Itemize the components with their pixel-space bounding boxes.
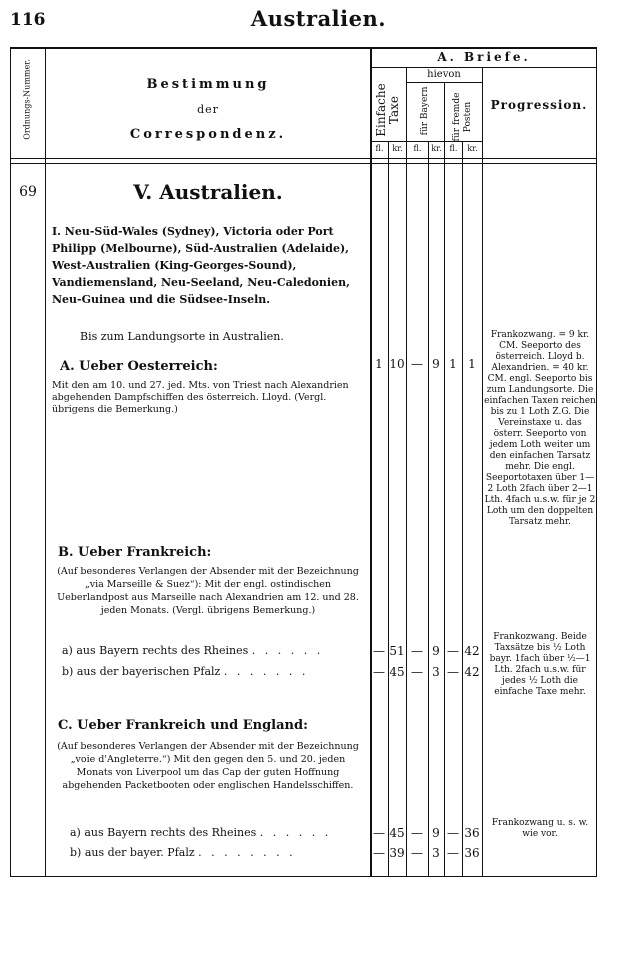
c-b-taxe-kr: 39: [389, 846, 405, 860]
header-hievon: hievon: [427, 69, 461, 80]
b-a-taxe-kr: 51: [389, 644, 405, 658]
header-progression: Progression.: [490, 98, 588, 112]
section-c-row-b: [70, 846, 368, 860]
a-fremde-kr: 1: [468, 357, 476, 371]
section-b-row-b-values: [370, 665, 482, 681]
section-c-row-a-values: [370, 826, 482, 842]
running-head: Australien.: [250, 6, 387, 31]
b-row-b-label: b) aus der bayerischen Pfalz: [62, 665, 221, 678]
entry-intro: I. Neu-Süd-Wales (Sydney), Victoria oder Port Philipp (Melbourne), Süd-Australien (Adelaide), West-Australien (King-Georges-Sound), Vandiemensland, Neu-Seeland, Neu-Caledonien, Neu-Guinea und die Südsee-Inseln.: [52, 225, 350, 306]
c-b-bayern-kr: 3: [432, 846, 440, 860]
header-bottom-rule: [10, 158, 596, 159]
entry-title: V. Australien.: [133, 180, 283, 204]
header-fuer-bayern: für Bayern: [420, 86, 430, 136]
header-fuer-fremde-posten: für fremde Posten: [452, 92, 473, 142]
c-b-taxe-fl: —: [373, 846, 385, 860]
bestimmung-line-3: Correspondenz.: [129, 127, 287, 142]
col-taxe-fl: [388, 141, 389, 877]
section-b-progression: Frankozwang. Beide Taxsätze bis ½ Loth bayr. 1fach über ½—1 Lth. 2fach u.s.w. für jedes ½ Loth die einfache Taxe mehr.: [489, 632, 591, 697]
c-a-bayern-kr: 9: [432, 826, 440, 840]
c-a-taxe-fl: —: [373, 826, 385, 840]
col-right: [596, 47, 597, 877]
section-b-row-a: [62, 644, 368, 658]
section-b-row-b: [62, 665, 368, 679]
section-a-progression: Frankozwang. = 9 kr. CM. Seeporto des österreich. Lloyd b. Alexandrien. = 40 kr. CM. engl. Seeporto bis zum Landungsorte. Die einfachen Taxen reichen bis zu 1 Loth Z.G. Die Vereinstaxe u. das österr. Seeporto von jedem Loth weiter um den einfachen Tarsatz mehr. Die engl. Seeportotaxen über 1—2 Loth 2fach über 2—1 Lth. 4fach u.s.w. für je 2 Loth um den doppelten Tarsatz mehr.: [484, 330, 596, 527]
c-a-fremde-kr: 36: [464, 826, 480, 840]
section-c-title: C. Ueber Frankreich und England:: [58, 718, 308, 733]
section-a-title: A. Ueber Oesterreich:: [60, 359, 218, 374]
col-taxe: [406, 67, 407, 877]
b-b-taxe-kr: 45: [389, 665, 405, 679]
header-bestimmung: [46, 72, 370, 147]
section-a-desc: Mit den am 10. und 27. jed. Mts. von Triest nach Alexandrien abgehenden Dampfschiffen des österreich. Lloyd. (Vergl. übrigens die Bemerkung.): [52, 380, 349, 415]
c-b-fremde-kr: 36: [464, 846, 480, 860]
b-a-taxe-fl: —: [373, 644, 385, 658]
leader-dots: . . . . . .: [251, 644, 324, 657]
table-top-rule: [10, 47, 596, 49]
col-left: [10, 47, 11, 877]
leader-dots: . . . . . .: [259, 826, 332, 839]
b-b-bayern-kr: 3: [432, 665, 440, 679]
header-bottom-rule-2: [10, 163, 596, 164]
section-b-desc: (Auf besonderes Verlangen der Absender mit der Bezeichnung „via Marseille & Suez“): Mit der engl. ostindischen Ueberlandpost aus Marseille nach Alexandrien am 12. und 28. jeden Monats. (Vergl. übrigens Bemerkung.): [57, 566, 359, 616]
b-b-bayern-fl: —: [411, 665, 423, 679]
col-fremde-fl: [462, 141, 463, 877]
leader-dots: . . . . . . .: [223, 665, 309, 678]
col-desc: [370, 47, 372, 877]
section-b-title: B. Ueber Frankreich:: [58, 545, 212, 560]
c-a-bayern-fl: —: [411, 826, 423, 840]
unit-taxe-fl: fl.: [375, 144, 384, 153]
c-b-fremde-fl: —: [447, 846, 459, 860]
b-a-fremde-fl: —: [447, 644, 459, 658]
b-a-bayern-kr: 9: [432, 644, 440, 658]
a-taxe-fl: 1: [375, 357, 383, 371]
entry-number: 69: [19, 184, 37, 200]
a-fremde-fl: 1: [449, 357, 457, 371]
unit-bayern-fl: fl.: [413, 144, 422, 153]
c-a-taxe-kr: 45: [389, 826, 405, 840]
c-row-a-label: a) aus Bayern rechts des Rheines: [70, 826, 257, 839]
col-bayern: [444, 82, 445, 877]
section-c-row-b-values: [370, 846, 482, 862]
table-bottom-rule: [10, 876, 596, 877]
bestimmung-line-2: der: [197, 103, 219, 116]
entry-bis: Bis zum Landungsorte in Australien.: [80, 330, 284, 343]
leader-dots: . . . . . . . .: [198, 846, 296, 859]
section-b-row-a-values: [370, 644, 482, 660]
header-a-briefe: A. Briefe.: [437, 50, 531, 64]
c-b-bayern-fl: —: [411, 846, 423, 860]
unit-fremde-fl: fl.: [449, 144, 458, 153]
b-a-fremde-kr: 42: [464, 644, 480, 658]
b-row-a-label: a) aus Bayern rechts des Rheines: [62, 644, 249, 657]
c-row-b-label: b) aus der bayer. Pfalz: [70, 846, 195, 859]
a-briefe-rule: [370, 67, 596, 68]
section-c-row-a: [70, 826, 368, 840]
bestimmung-line-1: Bestimmung: [146, 77, 270, 92]
unit-bayern-kr: kr.: [431, 144, 442, 153]
b-a-bayern-fl: —: [411, 644, 423, 658]
a-bayern-kr: 9: [432, 357, 440, 371]
col-num: [45, 47, 46, 877]
col-bayern-fl: [428, 141, 429, 877]
b-b-fremde-kr: 42: [464, 665, 480, 679]
col-fremde: [482, 67, 483, 877]
a-taxe-kr: 10: [389, 357, 405, 371]
page-number: 116: [10, 10, 46, 30]
section-a-row: [370, 357, 482, 373]
header-einfache-taxe: Einfache Taxe: [374, 83, 401, 137]
b-b-taxe-fl: —: [373, 665, 385, 679]
unit-taxe-kr: kr.: [392, 144, 403, 153]
section-c-desc: (Auf besonderes Verlangen der Absender mit der Bezeichnung „voie d'Angleterre.“) Mit den gegen den 5. und 20. jeden Monats von Liverpool um das Cap der guten Hoffnung abgehenden Packetbooten oder englischen Handelsschiffen.: [57, 741, 359, 791]
header-ordnungs-nummer: Ordnungs-Nummer.: [22, 59, 32, 140]
b-b-fremde-fl: —: [447, 665, 459, 679]
section-c-progression: Frankozwang u. s. w. wie vor.: [491, 818, 589, 839]
a-bayern-fl: —: [411, 357, 423, 371]
c-a-fremde-fl: —: [447, 826, 459, 840]
unit-fremde-kr: kr.: [467, 144, 478, 153]
